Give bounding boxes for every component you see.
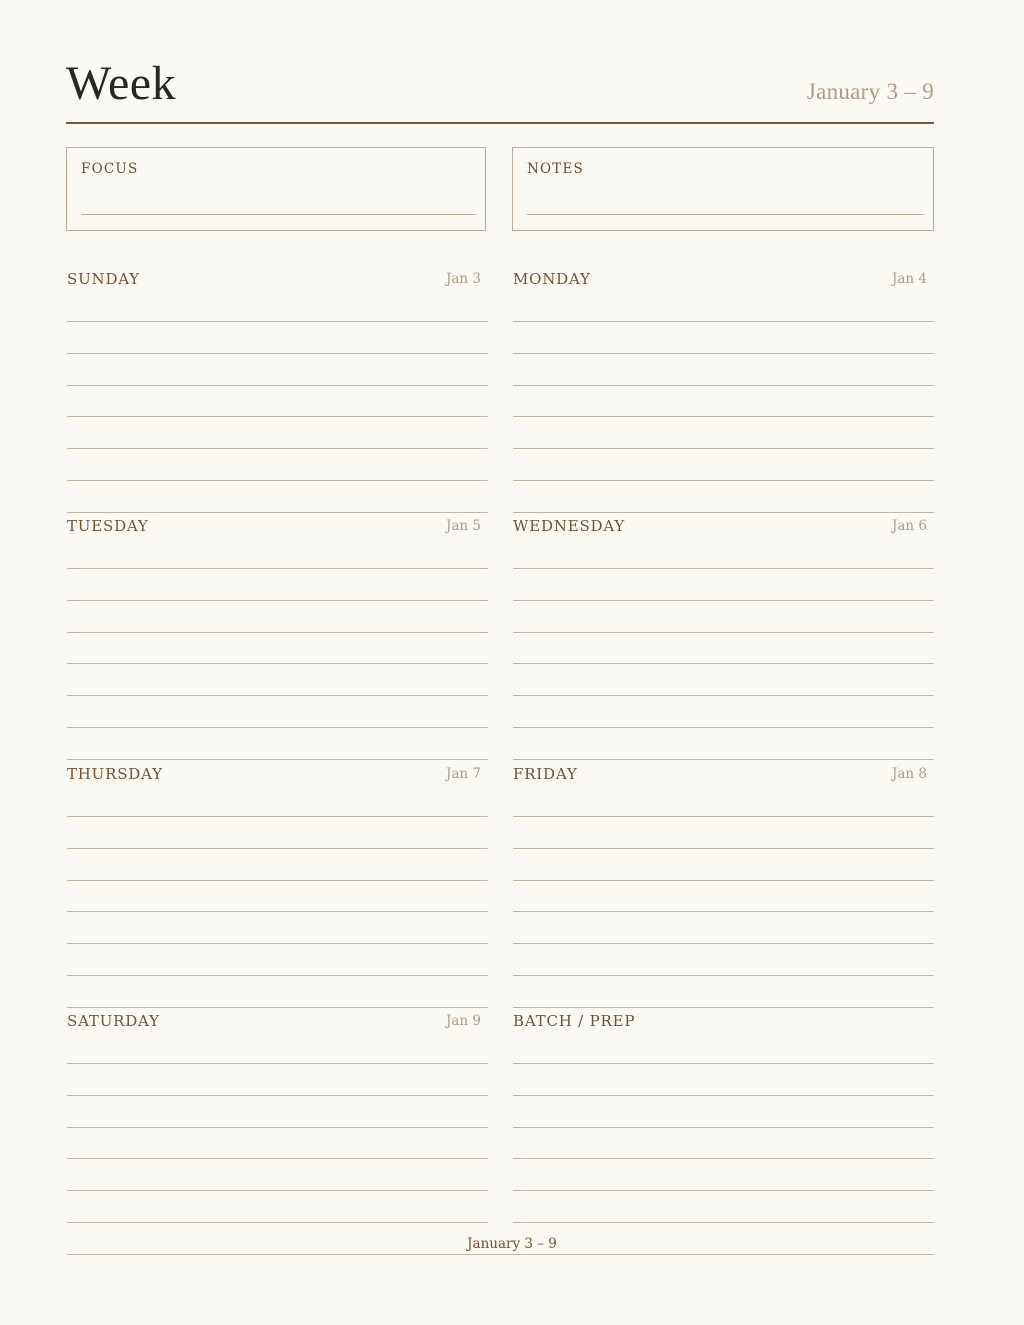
writing-line <box>67 1095 488 1096</box>
day-date: Jan 3 <box>445 271 481 287</box>
day-name: SUNDAY <box>67 270 140 288</box>
writing-line <box>513 1158 934 1159</box>
writing-line <box>67 512 488 513</box>
writing-line <box>513 480 934 481</box>
day-date: Jan 8 <box>891 766 927 782</box>
writing-line <box>513 416 934 417</box>
writing-line <box>513 321 934 322</box>
writing-line <box>67 727 488 728</box>
writing-line <box>67 353 488 354</box>
footer-date-range: January 3 – 9 <box>467 1236 557 1252</box>
notes-box[interactable] <box>512 147 934 231</box>
writing-line <box>67 1158 488 1159</box>
day-name: MONDAY <box>513 270 591 288</box>
writing-line <box>67 632 488 633</box>
writing-line <box>513 1095 934 1096</box>
writing-line <box>513 632 934 633</box>
section-name: BATCH / PREP <box>513 1012 636 1030</box>
writing-line <box>67 943 488 944</box>
writing-line <box>67 1007 488 1008</box>
writing-line <box>513 727 934 728</box>
writing-line <box>513 600 934 601</box>
day-date: Jan 5 <box>445 518 481 534</box>
header-date-range: January 3 – 9 <box>806 79 934 104</box>
writing-line <box>513 975 934 976</box>
writing-line <box>67 1127 488 1128</box>
writing-line <box>67 600 488 601</box>
writing-line <box>513 568 934 569</box>
writing-line <box>67 848 488 849</box>
writing-line <box>513 448 934 449</box>
writing-line <box>513 1063 934 1064</box>
focus-writing-line <box>81 214 476 215</box>
writing-line <box>67 385 488 386</box>
writing-line <box>513 911 934 912</box>
writing-line <box>513 816 934 817</box>
writing-line <box>513 695 934 696</box>
writing-line <box>513 512 934 513</box>
writing-line <box>67 759 488 760</box>
writing-line <box>67 568 488 569</box>
day-name: WEDNESDAY <box>513 517 626 535</box>
writing-line <box>513 943 934 944</box>
writing-line <box>67 1222 488 1223</box>
writing-line <box>67 695 488 696</box>
writing-line <box>513 759 934 760</box>
writing-line <box>67 1063 488 1064</box>
day-date: Jan 4 <box>891 271 927 287</box>
day-date: Jan 9 <box>445 1013 481 1029</box>
writing-line <box>67 448 488 449</box>
writing-line <box>67 321 488 322</box>
notes-writing-line <box>527 214 924 215</box>
header-divider <box>66 122 934 124</box>
writing-line <box>513 1190 934 1191</box>
page-title: Week <box>66 57 177 110</box>
writing-line <box>67 975 488 976</box>
writing-line <box>513 1127 934 1128</box>
writing-line <box>67 816 488 817</box>
day-name: SATURDAY <box>67 1012 160 1030</box>
footer-rule <box>67 1254 934 1255</box>
day-name: FRIDAY <box>513 765 578 783</box>
notes-label: NOTES <box>527 161 584 177</box>
focus-label: FOCUS <box>81 161 139 177</box>
writing-line <box>67 880 488 881</box>
writing-line <box>67 416 488 417</box>
writing-line <box>67 480 488 481</box>
writing-line <box>513 848 934 849</box>
writing-line <box>513 663 934 664</box>
writing-line <box>513 1222 934 1223</box>
focus-box[interactable] <box>66 147 486 231</box>
writing-line <box>67 911 488 912</box>
writing-line <box>513 880 934 881</box>
day-name: TUESDAY <box>67 517 149 535</box>
writing-line <box>513 1007 934 1008</box>
writing-line <box>67 1190 488 1191</box>
writing-line <box>513 385 934 386</box>
writing-line <box>513 353 934 354</box>
writing-line <box>67 663 488 664</box>
day-date: Jan 7 <box>445 766 481 782</box>
day-name: THURSDAY <box>67 765 163 783</box>
day-date: Jan 6 <box>891 518 927 534</box>
